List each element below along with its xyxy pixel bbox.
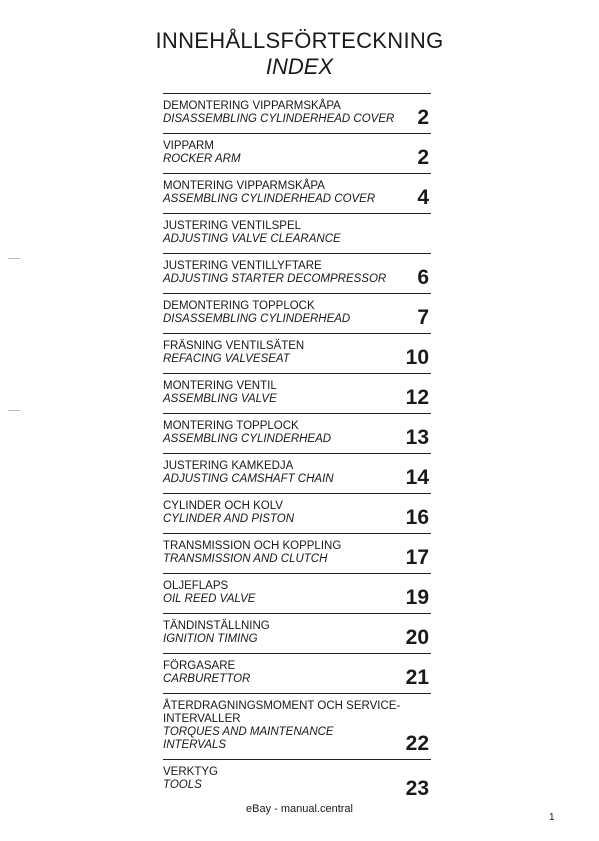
entry-title-swedish: JUSTERING VENTILLYFTARE [163,260,322,272]
entry-title-swedish: MONTERING TOPPLOCK [163,420,299,432]
entry-title-swedish: TRANSMISSION OCH KOPPLING [163,540,342,552]
entry-title-english: TRANSMISSION AND CLUTCH [163,553,328,565]
entry-title-swedish: DEMONTERING VIPPARMSKÅPA [163,100,341,112]
entry-title-swedish: VIPPARM [163,140,214,152]
page-title-english: INDEX [265,54,334,79]
entry-title-swedish: VERKTYG [163,766,218,778]
entry-page-number: 10 [405,346,429,369]
entry-title-english: ASSEMBLING CYLINDERHEAD COVER [163,193,376,205]
entry-title-swedish: MONTERING VENTIL [163,380,277,392]
page-title-swedish: INNEHÅLLSFÖRTECKNING [155,28,444,53]
entry-page-number: 22 [405,732,429,755]
toc-entry [163,213,431,253]
entry-title-english: DISASSEMBLING CYLINDERHEAD COVER [163,113,395,125]
entry-title-swedish: CYLINDER OCH KOLV [163,500,283,512]
page-number: 1 [549,812,555,823]
entry-title-english: ROCKER ARM [163,153,241,165]
toc-entry [163,333,431,373]
toc-entry [163,653,431,693]
footer-source: eBay - manual.central [246,803,353,815]
entry-page-number: 17 [405,546,429,569]
entry-title-english: ASSEMBLING VALVE [163,393,277,405]
entry-title-english: CYLINDER AND PISTON [163,513,294,525]
entry-page-number: 19 [405,586,429,609]
entry-title-english: TORQUES AND MAINTENANCE [163,726,334,738]
toc-entry [163,293,431,333]
entry-page-number: 23 [405,777,429,800]
entry-title-swedish: TÄNDINSTÄLLNING [163,620,270,632]
toc-entry [163,253,431,293]
entry-title-english-continued: INTERVALS [163,739,227,751]
scan-mark [8,258,20,259]
toc-entry [163,93,431,133]
entry-page-number: 2 [417,106,429,129]
entry-title-swedish: MONTERING VIPPARMSKÅPA [163,180,325,192]
entry-page-number: 13 [405,426,429,449]
entry-title-swedish: FÖRGASARE [163,660,236,672]
toc-entry [163,453,431,493]
entry-title-english: DISASSEMBLING CYLINDERHEAD [163,313,351,325]
entry-title-english: CARBURETTOR [163,673,251,685]
entry-title-swedish: OLJEFLAPS [163,580,229,592]
toc-entry [163,133,431,173]
entry-page-number: 2 [417,146,429,169]
entry-title-english: REFACING VALVESEAT [163,353,290,365]
scan-mark [8,410,20,411]
toc-entry [163,613,431,653]
entry-page-number: 21 [405,666,429,689]
entry-title-swedish: FRÄSNING VENTILSÄTEN [163,340,305,352]
toc-entry [163,173,431,213]
entry-title-english: ADJUSTING STARTER DECOMPRESSOR [163,273,387,285]
entry-title-english: ADJUSTING VALVE CLEARANCE [163,233,341,245]
entry-title-swedish: JUSTERING VENTILSPEL [163,220,302,232]
toc-entry [163,573,431,613]
entry-title-english: ADJUSTING CAMSHAFT CHAIN [163,473,334,485]
entry-title-swedish: JUSTERING KAMKEDJA [163,460,294,472]
entry-title-swedish-continued: INTERVALLER [163,713,241,725]
entry-title-english: ASSEMBLING CYLINDERHEAD [163,433,332,445]
entry-page-number: 16 [405,506,429,529]
entry-page-number: 7 [417,306,429,329]
entry-title-swedish: ÅTERDRAGNINGSMOMENT OCH SERVICE- [163,700,401,712]
entry-title-english: TOOLS [163,779,202,791]
toc-entry [163,413,431,453]
entry-title-english: IGNITION TIMING [163,633,258,645]
entry-title-english: OIL REED VALVE [163,593,256,605]
entry-page-number: 12 [405,386,429,409]
entry-page-number: 6 [417,266,429,289]
toc-entry [163,373,431,413]
toc-entry [163,693,431,759]
title-block [0,28,599,80]
toc-entry [163,533,431,573]
table-of-contents [163,93,431,804]
toc-entry [163,759,431,804]
entry-page-number: 4 [417,186,429,209]
toc-entry [163,493,431,533]
entry-page-number: 14 [405,466,429,489]
entry-page-number: 20 [405,626,429,649]
entry-title-swedish: DEMONTERING TOPPLOCK [163,300,315,312]
